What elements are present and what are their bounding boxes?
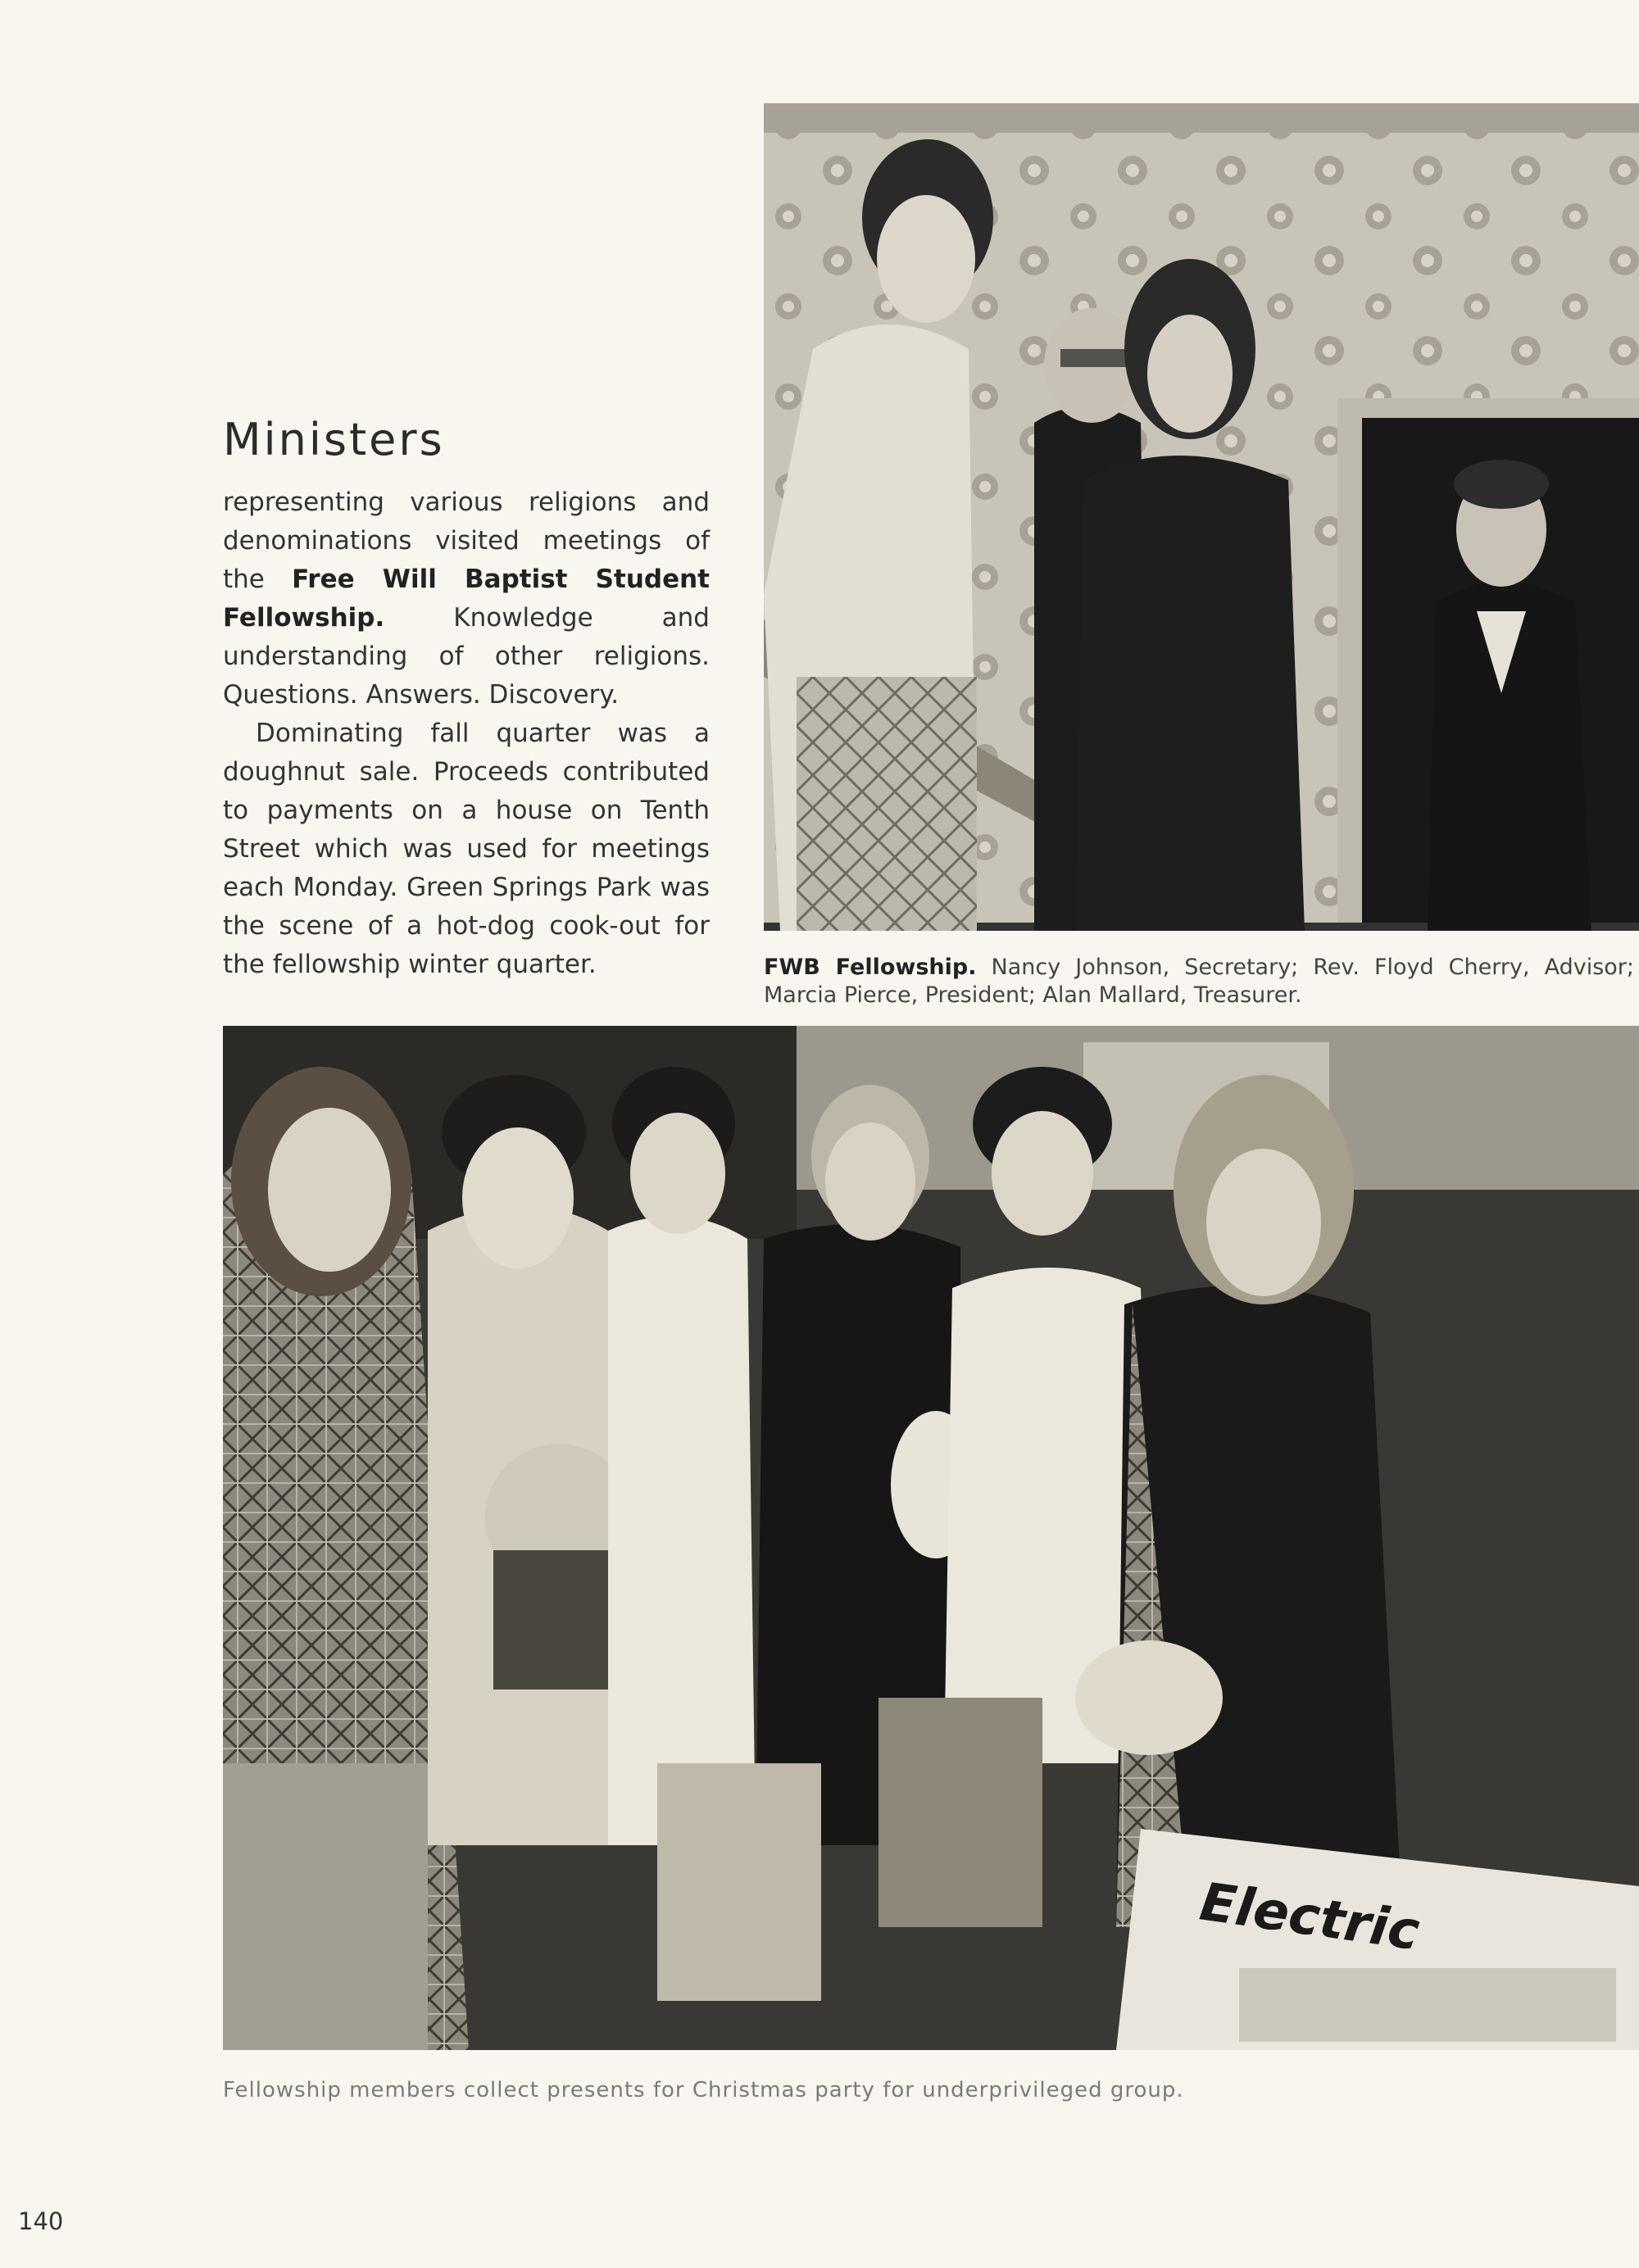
paragraph-1-lead: representing various religions and denominations visited meetings of the xyxy=(223,488,710,594)
article-paragraph-1 xyxy=(223,483,710,714)
caption-names: Nancy Johnson, Secretary; Rev. Floyd Cherry, Advisor; Marcia Pierce, President; Alan Mallard, Treasurer. xyxy=(764,955,1634,1008)
christmas-presents-photo xyxy=(223,1026,1639,2050)
page-heading: Ministers xyxy=(223,414,445,465)
organization-name: Free Will Baptist Student Fellowship. xyxy=(223,565,710,633)
article-paragraph-2: Dominating fall quarter was a doughnut sale. Proceeds contributed to payments on a house on Tenth Street which was used for meetings each Monday. Green Springs Park was the scene of a hot-dog cook-out for the fellowship winter quarter. xyxy=(223,719,710,979)
toy-box-label: Electric xyxy=(1196,1871,1423,1963)
caption-lead: FWB Fellowship. xyxy=(764,955,977,980)
article-body xyxy=(223,483,710,984)
fellowship-officers-photo xyxy=(764,103,1639,931)
page-number: 140 xyxy=(18,2207,64,2235)
officers-photo-caption xyxy=(764,954,1634,1009)
presents-photo-illustration xyxy=(223,1026,1639,2050)
paragraph-1-rest: Knowledge and understanding of other religions. Questions. Answers. Discovery. xyxy=(223,603,710,710)
presents-photo-caption: Fellowship members collect presents for Christmas party for underprivileged group. xyxy=(223,2078,1184,2102)
officers-photo-illustration xyxy=(764,103,1639,931)
